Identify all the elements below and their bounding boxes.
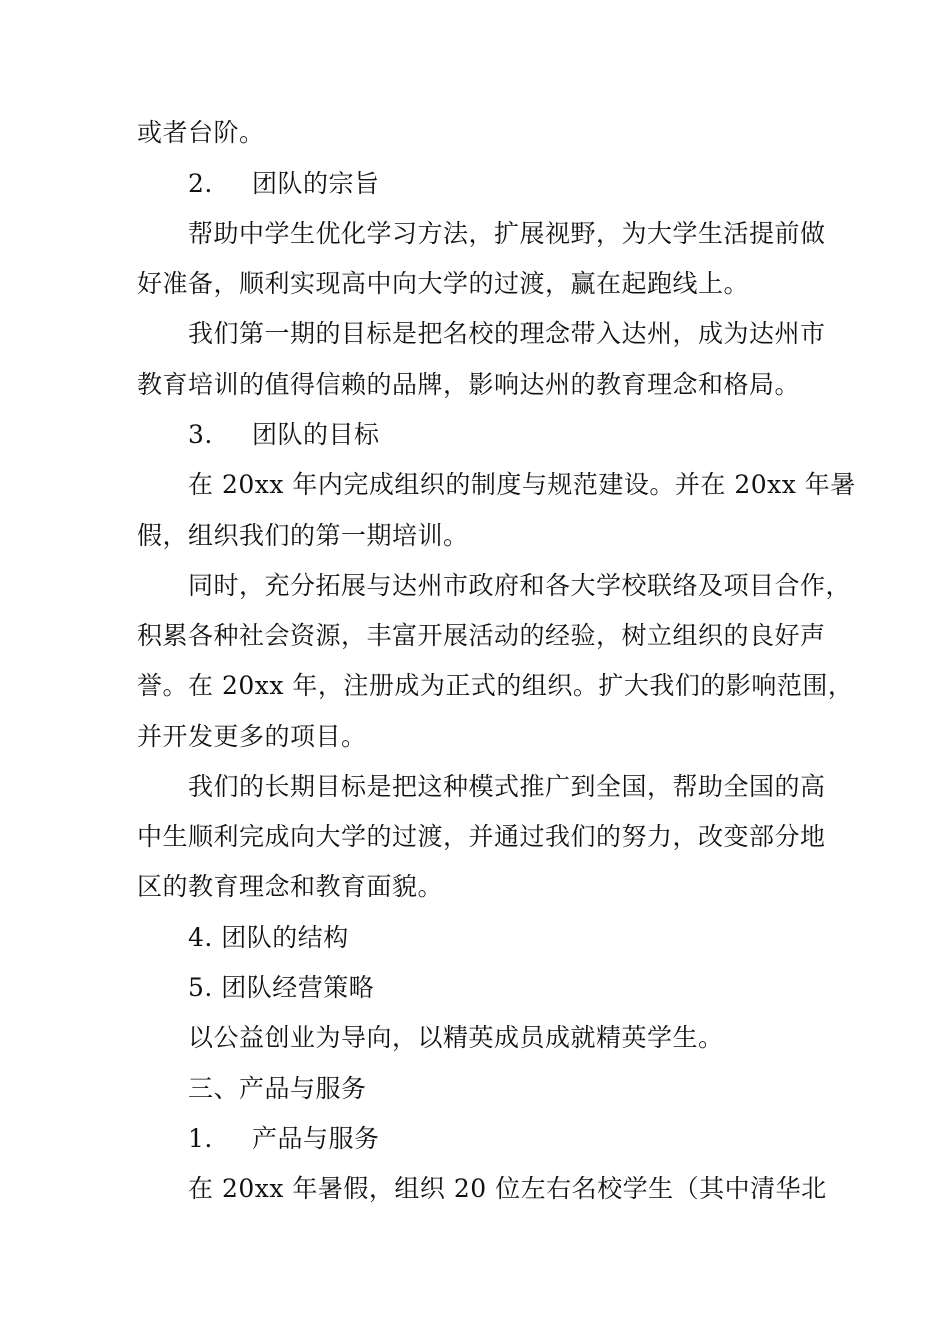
paragraph-line: 我们第一期的目标是把名校的理念带入达州，成为达州市: [188, 319, 826, 348]
paragraph-line: 在 20xx 年暑假，组织 20 位左右名校学生（其中清华北: [188, 1174, 827, 1203]
section-heading-5: 5. 团队经营策略: [188, 973, 375, 1002]
chapter-heading: 三、产品与服务: [188, 1074, 367, 1103]
paragraph-line: 同时，充分拓展与达州市政府和各大学校联络及项目合作，: [188, 571, 852, 600]
section-heading-2: [188, 168, 380, 200]
paragraph-line: 帮助中学生优化学习方法，扩展视野，为大学生活提前做: [188, 219, 826, 248]
paragraph-line: 假，组织我们的第一期培训。: [137, 521, 469, 550]
section-number: 2.: [188, 169, 213, 198]
section-number: 1.: [188, 1124, 213, 1153]
paragraph-line: 在 20xx 年内完成组织的制度与规范建设。并在 20xx 年暑: [188, 470, 856, 499]
paragraph-line: 区的教育理念和教育面貌。: [137, 872, 444, 901]
section-number: 3.: [188, 420, 213, 449]
paragraph-line: 并开发更多的项目。: [137, 722, 367, 751]
section-heading-4: 4. 团队的结构: [188, 923, 349, 952]
paragraph-line: 教育培训的值得信赖的品牌，影响达州的教育理念和格局。: [137, 370, 801, 399]
section-heading-3: [188, 419, 380, 451]
paragraph-line: 或者台阶。: [137, 118, 265, 147]
paragraph-line: 中生顺利完成向大学的过渡，并通过我们的努力，改变部分地: [137, 822, 826, 851]
section-heading-1: [188, 1123, 380, 1155]
paragraph-line: 以公益创业为导向，以精英成员成就精英学生。: [188, 1023, 724, 1052]
paragraph-line: 好准备，顺利实现高中向大学的过渡，赢在起跑线上。: [137, 269, 750, 298]
paragraph-line: 誉。在 20xx 年，注册成为正式的组织。扩大我们的影响范围，: [137, 671, 854, 700]
paragraph-line: 我们的长期目标是把这种模式推广到全国，帮助全国的高: [188, 772, 826, 801]
section-title: 团队的宗旨: [252, 169, 380, 198]
paragraph-line: 积累各种社会资源，丰富开展活动的经验，树立组织的良好声: [137, 621, 826, 650]
section-title: 产品与服务: [252, 1124, 380, 1153]
section-title: 团队的目标: [252, 420, 380, 449]
